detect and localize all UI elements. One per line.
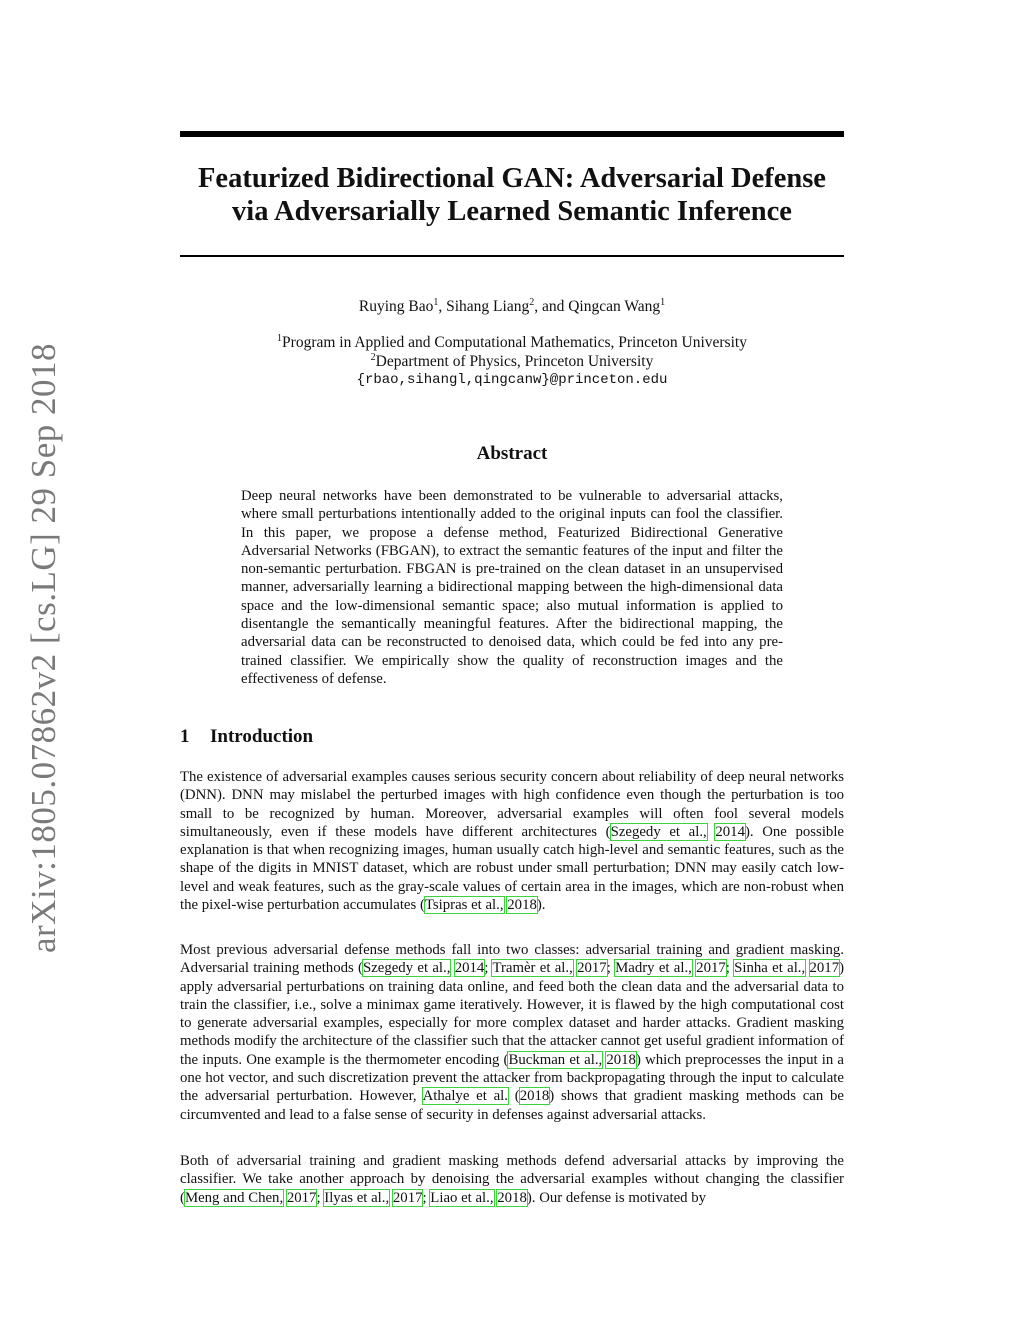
affiliation-1-mark: 1 xyxy=(277,333,283,344)
citation-link[interactable]: 2017 xyxy=(286,1189,317,1206)
text-run: ; xyxy=(422,1189,431,1206)
section-heading-introduction xyxy=(180,726,313,748)
text-run: ). xyxy=(536,897,546,914)
citation-link[interactable]: 2018 xyxy=(497,1189,527,1206)
affiliation-1 xyxy=(180,333,844,352)
text-run: ; xyxy=(316,1189,325,1206)
text-run: ). Our defense is motivated by xyxy=(526,1189,707,1206)
intro-paragraph-3 xyxy=(180,1152,844,1207)
citation-link[interactable]: Meng and Chen, xyxy=(184,1189,284,1206)
title-top-rule xyxy=(180,131,844,137)
text-run: ) apply adversarial perturbations on training data online, and feed both the clean data and the adversarial data to train the classifier, i.e., solve a minimax game iteratively. However, it is flawed by the high computational cost to generate adversarial examples, especially for more complex dataset and harder attacks. Gradient masking methods modify the architecture of the classifier such that the attacker cannot get useful gradient information of the inputs. One example is the thermometer encoding ( xyxy=(180,960,845,1068)
citation-link[interactable]: Szegedy et al., xyxy=(362,960,451,977)
abstract-heading: Abstract xyxy=(476,443,548,464)
section-number: 1 xyxy=(180,726,190,747)
paper-title xyxy=(180,162,844,228)
text-run: Both of adversarial training and gradient masking methods defend adversarial attacks by improving the classifier. We take another approach by denoising the adversarial examples without changing the classifier ( xyxy=(180,1153,844,1206)
citation-link[interactable]: Tramèr et al., xyxy=(492,960,573,977)
text-run: ; xyxy=(484,960,493,977)
author-list xyxy=(180,297,844,317)
citation-link[interactable]: 2017 xyxy=(577,960,607,977)
affiliation-2-text: Department of Physics, Princeton University xyxy=(375,353,654,370)
citation-link[interactable]: 2014 xyxy=(715,823,745,840)
title-line-2: via Adversarially Learned Semantic Inference xyxy=(232,196,792,227)
citation-link[interactable]: Ilyas et al., xyxy=(324,1189,390,1206)
citation-link[interactable]: Sinha et al., xyxy=(734,960,806,977)
citation-link[interactable]: Athalye et al. xyxy=(422,1088,508,1105)
citation-link[interactable]: Tsipras et al., xyxy=(424,897,504,914)
author-emails: {rbao,sihangl,qingcanw}@princeton.edu xyxy=(356,372,668,388)
author-1: Ruying Bao xyxy=(358,298,434,315)
section-title: Introduction xyxy=(210,726,314,747)
citation-link[interactable]: 2014 xyxy=(454,960,485,977)
affiliations xyxy=(180,333,844,390)
author-3: , and Qingcan Wang xyxy=(534,298,661,315)
citation-link[interactable]: 2017 xyxy=(696,960,726,977)
arxiv-identifier-stamp: arXiv:1805.07862v2 [cs.LG] 29 Sep 2018 xyxy=(24,342,63,954)
title-line-1: Featurized Bidirectional GAN: Adversarial Defense xyxy=(198,163,826,194)
text-run: ) shows that gradient masking methods can be circumvented and lead to a false sense of security in defenses against adversarial attacks. xyxy=(180,1088,844,1123)
author-2-affil-mark: 2 xyxy=(529,297,535,308)
citation-link[interactable]: Szegedy et al., xyxy=(610,823,707,840)
text-run: ; xyxy=(725,960,735,977)
affiliation-1-text: Program in Applied and Computational Mathematics, Princeton University xyxy=(282,334,747,351)
author-2: , Sihang Liang xyxy=(438,298,530,315)
author-1-affil-mark: 1 xyxy=(433,297,439,308)
citation-link[interactable]: 2018 xyxy=(606,1051,636,1068)
citation-link[interactable]: 2017 xyxy=(809,960,840,977)
citation-link[interactable]: 2017 xyxy=(392,1189,423,1206)
citation-link[interactable]: Liao et al., xyxy=(430,1189,494,1206)
citation-link[interactable]: Buckman et al., xyxy=(508,1051,603,1068)
text-run: The existence of adversarial examples causes serious security concern about reliability of deep neural networks (DNN). DNN may mislabel the perturbed images with high confidence even though the perturbation is too small to be recognized by human. Moreover, adversarial examples will often fool several models simultaneously, even if these models have different architectures ( xyxy=(180,769,844,840)
intro-paragraph-2 xyxy=(180,941,844,1124)
text-run: ) which preprocesses the input in a one hot vector, and such discretization prevent the attacker from backpropagating through the input to calculate the adversarial perturbation. However, xyxy=(180,1051,844,1105)
title-bottom-rule xyxy=(180,255,844,257)
citation-link[interactable]: 2018 xyxy=(519,1088,550,1105)
text-run: ( xyxy=(507,1088,520,1105)
intro-paragraph-1 xyxy=(180,768,844,914)
author-3-affil-mark: 1 xyxy=(660,297,666,308)
text-run: Most previous adversarial defense methods fall into two classes: adversarial training and gradient masking. Adversarial training methods ( xyxy=(180,942,844,977)
affiliation-2-mark: 2 xyxy=(370,352,376,363)
affiliation-2 xyxy=(180,352,844,371)
text-run: ). One possible explanation is that when recognizing images, human usually catch high-level and semantic features, such as the shape of the digits in MNIST dataset, which are robust under small perturbation; DNN may easily catch low-level and weak features, such as the gray-scale values of certain area in the images, which are non-robust when the pixel-wise perturbation accumulates ( xyxy=(180,823,845,914)
text-run xyxy=(805,960,809,976)
text-run: ; xyxy=(606,960,616,977)
abstract-body: Deep neural networks have been demonstrated to be vulnerable to adversarial attacks, where small perturbations intentionally added to the original inputs can fool the classifier. In this paper, we propose a defense method, Featurized Bidirectional Generative Adversarial Networks (FBGAN), to extract the semantic features of the input and filter the non-semantic perturbation. FBGAN is pre-trained on the clean dataset in an unsupervised manner, adversarially learning a bidirectional mapping between the high-dimensional data space and the low-dimensional semantic space; also mutual information is applied to disentangle the semantically meaningful features. After the bidirectional mapping, the adversarial data can be reconstructed to denoised data, which could be fed into any pre-trained classifier. We empirically show the quality of reconstruction images and the effectiveness of defense. xyxy=(241,488,783,687)
citation-link[interactable]: 2018 xyxy=(507,897,537,914)
citation-link[interactable]: Madry et al., xyxy=(615,960,692,977)
